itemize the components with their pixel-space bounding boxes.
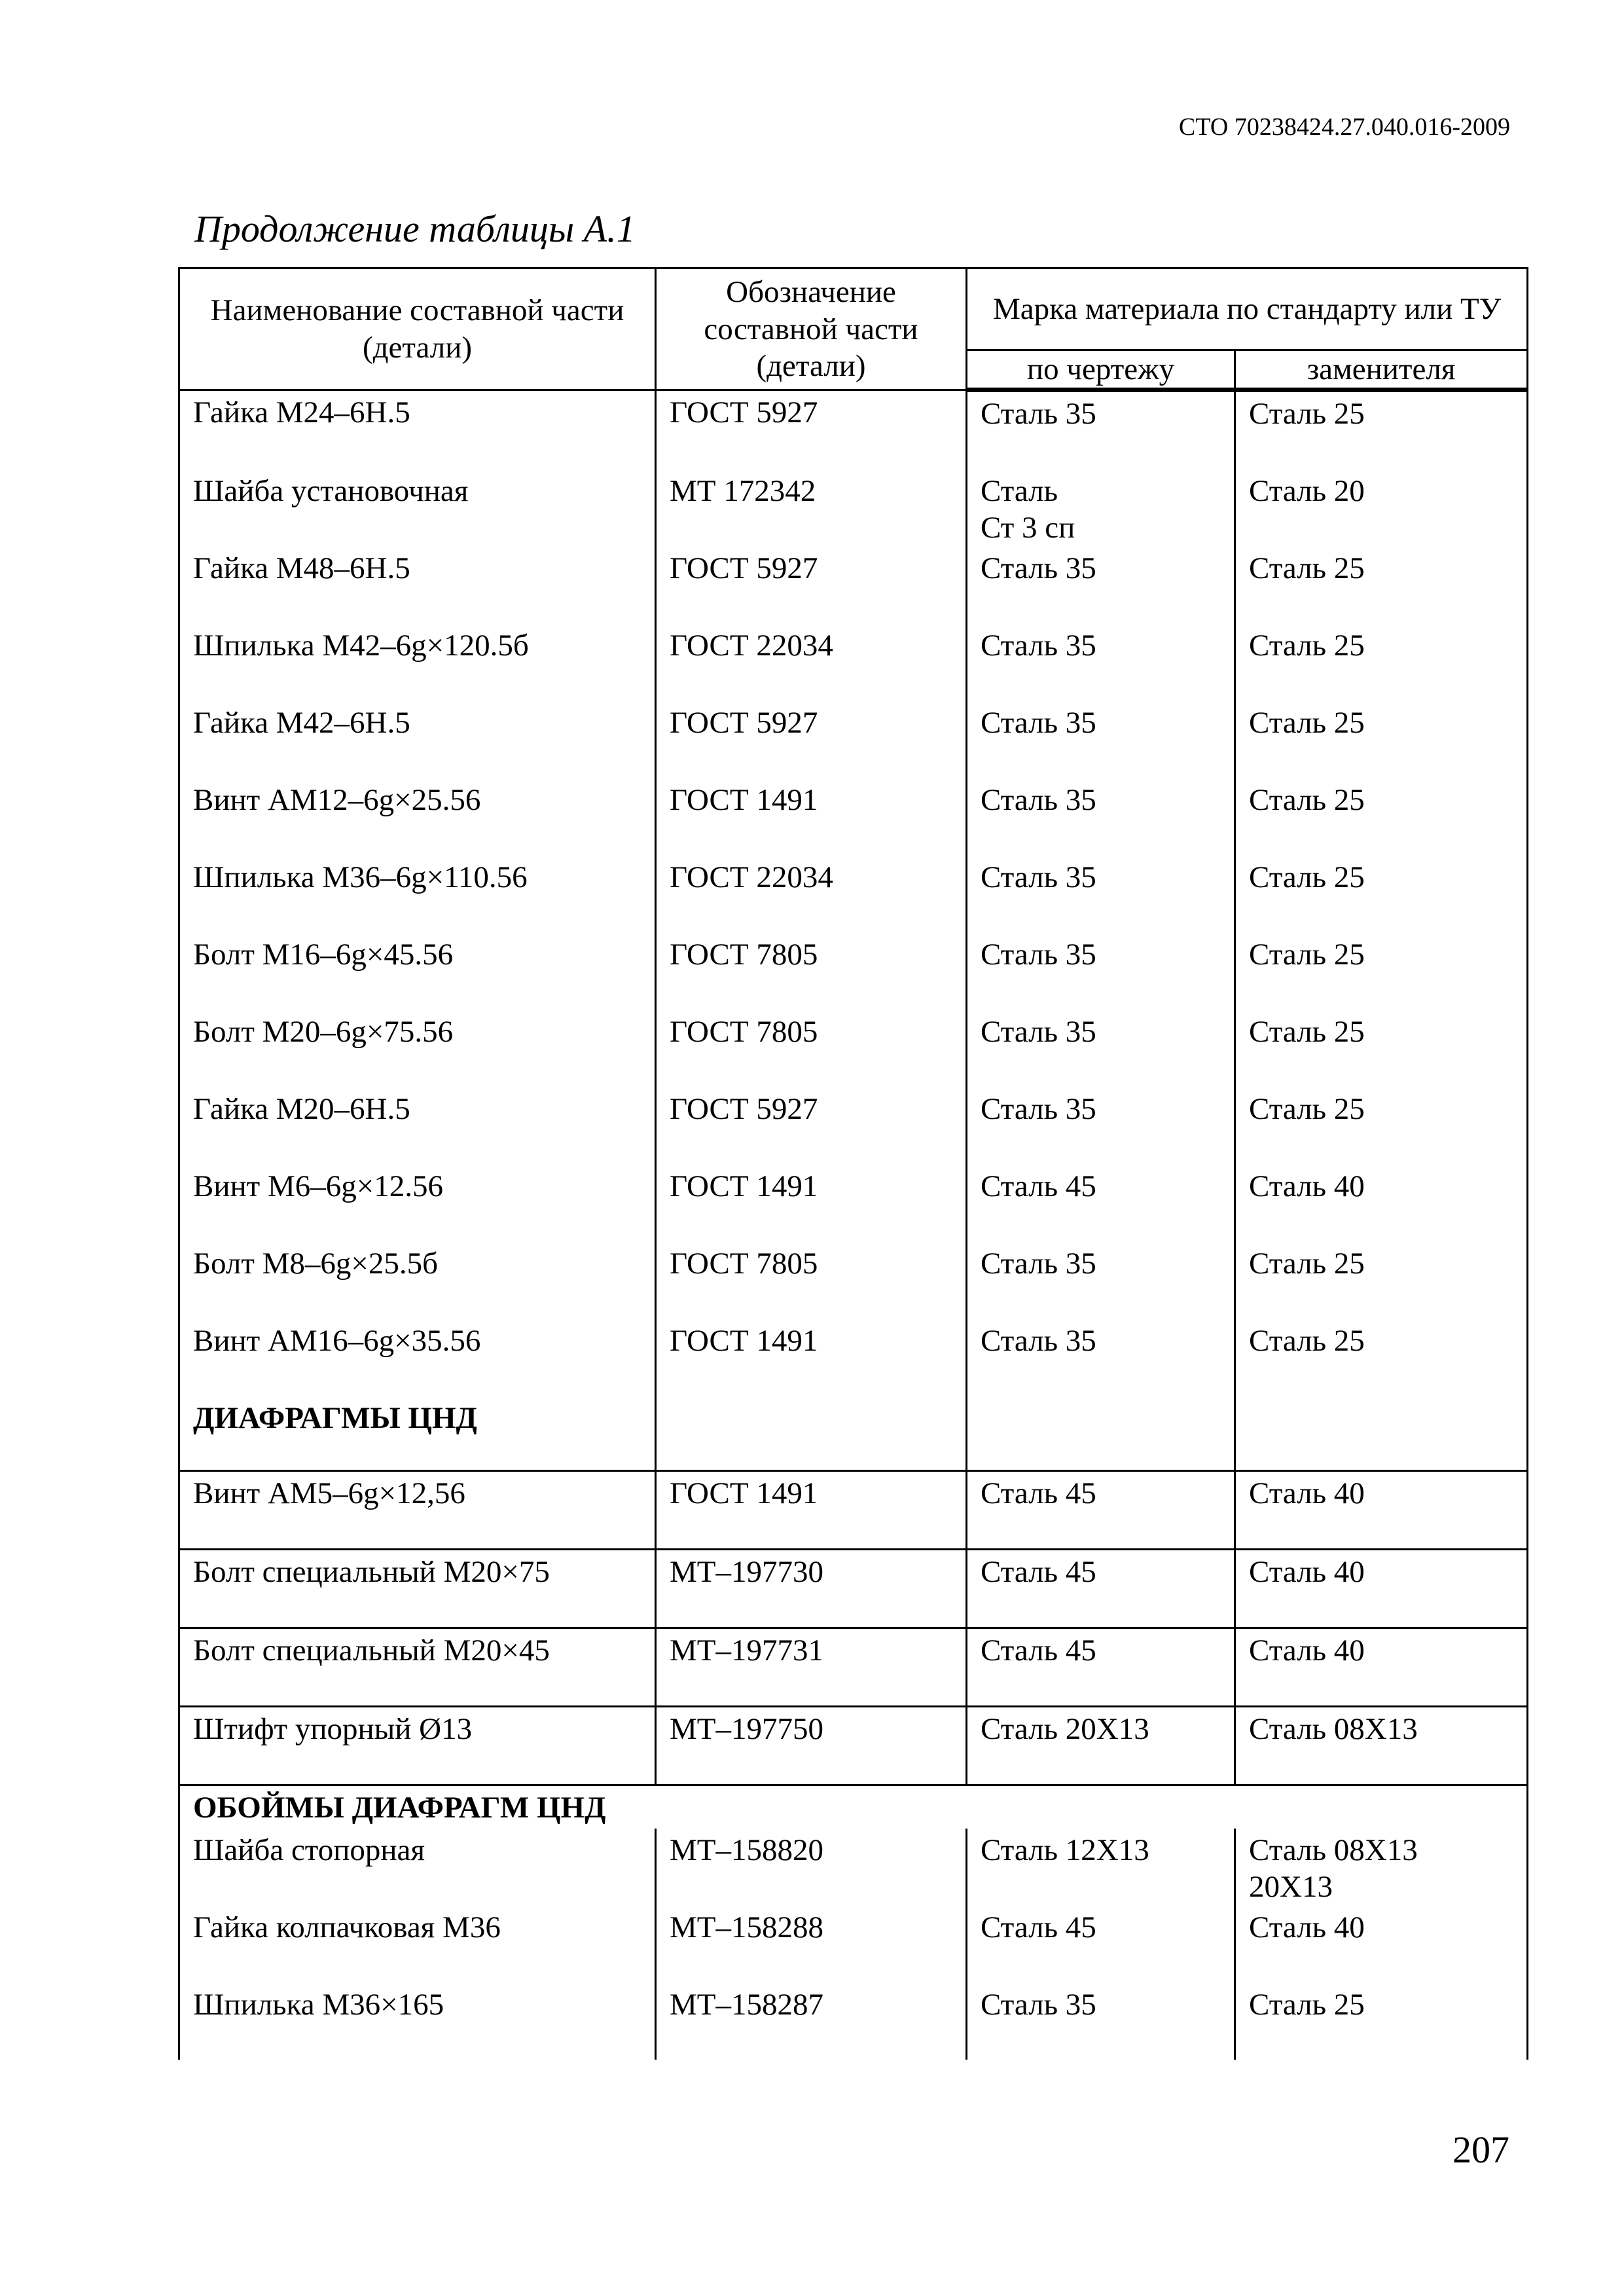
cell-name: Болт М16–6g×45.56 <box>179 933 656 1010</box>
parts-table <box>178 267 1528 2060</box>
cell-designation: ГОСТ 22034 <box>656 856 967 933</box>
header-substitute: заменителя <box>1235 350 1528 390</box>
cell-name: Винт М6–6g×12.56 <box>179 1165 656 1242</box>
table-row <box>179 701 1528 778</box>
header-designation: Обозначение составной части (детали) <box>656 268 967 390</box>
section-empty-cell <box>656 1396 967 1471</box>
table-body <box>179 390 1528 2060</box>
header-name: Наименование составной части (детали) <box>179 268 656 390</box>
cell-substitute: Сталь 25 <box>1235 701 1528 778</box>
table-row <box>179 1707 1528 1785</box>
cell-substitute: Сталь 25 <box>1235 624 1528 701</box>
cell-material: Сталь 35 <box>967 390 1235 470</box>
cell-substitute: Сталь 40 <box>1235 1471 1528 1550</box>
cell-name: Шпилька М36–6g×110.56 <box>179 856 656 933</box>
table-row <box>179 390 1528 470</box>
cell-material: Сталь 35 <box>967 1319 1235 1396</box>
table-row <box>179 1906 1528 1983</box>
cell-designation: МТ–158820 <box>656 1829 967 1906</box>
cell-substitute: Сталь 20 <box>1235 469 1528 547</box>
table-row <box>179 1087 1528 1165</box>
cell-substitute: Сталь 40 <box>1235 1165 1528 1242</box>
cell-designation: МТ–197750 <box>656 1707 967 1785</box>
table-row <box>179 1319 1528 1396</box>
cell-material: Сталь 45 <box>967 1471 1235 1550</box>
cell-designation: ГОСТ 7805 <box>656 1010 967 1087</box>
section-title: ДИАФРАГМЫ ЦНД <box>179 1396 656 1471</box>
page-number: 207 <box>1453 2128 1509 2171</box>
table-row <box>179 1550 1528 1628</box>
parts-table-container <box>178 267 1526 2060</box>
cell-designation: МТ–197730 <box>656 1550 967 1628</box>
cell-name: Винт АМ12–6g×25.56 <box>179 778 656 856</box>
table-row <box>179 1628 1528 1707</box>
cell-material: Сталь 35 <box>967 1242 1235 1319</box>
cell-name: Шайба установочная <box>179 469 656 547</box>
cell-substitute: Сталь 25 <box>1235 1319 1528 1396</box>
table-row <box>179 547 1528 624</box>
cell-substitute: Сталь 25 <box>1235 933 1528 1010</box>
cell-designation: МТ 172342 <box>656 469 967 547</box>
cell-designation: ГОСТ 22034 <box>656 624 967 701</box>
cell-name: Винт АМ5–6g×12,56 <box>179 1471 656 1550</box>
cell-designation: ГОСТ 1491 <box>656 1165 967 1242</box>
cell-designation: МТ–158287 <box>656 1983 967 2060</box>
cell-designation: ГОСТ 1491 <box>656 1319 967 1396</box>
cell-name: Болт специальный М20×75 <box>179 1550 656 1628</box>
cell-material: Сталь 35 <box>967 856 1235 933</box>
cell-name: Гайка М42–6Н.5 <box>179 701 656 778</box>
header-material: Марка материала по стандарту или ТУ <box>967 268 1528 350</box>
table-row <box>179 778 1528 856</box>
cell-substitute: Сталь 25 <box>1235 390 1528 470</box>
header-by-drawing: по чертежу <box>967 350 1235 390</box>
table-caption: Продолжение таблицы А.1 <box>194 208 636 250</box>
table-row <box>179 1165 1528 1242</box>
cell-substitute: Сталь 40 <box>1235 1628 1528 1707</box>
cell-material: Сталь 35 <box>967 547 1235 624</box>
cell-designation: ГОСТ 7805 <box>656 933 967 1010</box>
cell-name: Шайба стопорная <box>179 1829 656 1906</box>
cell-substitute: Сталь 25 <box>1235 856 1528 933</box>
cell-substitute: Сталь 25 <box>1235 1983 1528 2060</box>
cell-material: Сталь Ст 3 сп <box>967 469 1235 547</box>
cell-material: Сталь 20Х13 <box>967 1707 1235 1785</box>
cell-name: Гайка М20–6Н.5 <box>179 1087 656 1165</box>
cell-designation: ГОСТ 1491 <box>656 1471 967 1550</box>
cell-designation: ГОСТ 5927 <box>656 390 967 470</box>
cell-designation: МТ–197731 <box>656 1628 967 1707</box>
cell-material: Сталь 35 <box>967 701 1235 778</box>
section-empty-cell <box>1235 1396 1528 1471</box>
cell-name: Штифт упорный Ø13 <box>179 1707 656 1785</box>
cell-material: Сталь 45 <box>967 1165 1235 1242</box>
cell-substitute: Сталь 40 <box>1235 1906 1528 1983</box>
table-row <box>179 624 1528 701</box>
cell-name: Болт М20–6g×75.56 <box>179 1010 656 1087</box>
cell-designation: МТ–158288 <box>656 1906 967 1983</box>
table-row <box>179 856 1528 933</box>
table-row <box>179 1010 1528 1087</box>
cell-material: Сталь 12Х13 <box>967 1829 1235 1906</box>
cell-name: Винт АМ16–6g×35.56 <box>179 1319 656 1396</box>
cell-name: Гайка М24–6Н.5 <box>179 390 656 470</box>
cell-substitute: Сталь 08Х13 <box>1235 1707 1528 1785</box>
section-header-row <box>179 1785 1528 1829</box>
section-empty-cell <box>967 1396 1235 1471</box>
cell-material: Сталь 35 <box>967 1087 1235 1165</box>
cell-material: Сталь 35 <box>967 933 1235 1010</box>
cell-designation: ГОСТ 7805 <box>656 1242 967 1319</box>
cell-name: Шпилька М36×165 <box>179 1983 656 2060</box>
section-title: ОБОЙМЫ ДИАФРАГМ ЦНД <box>179 1785 656 1829</box>
table-row <box>179 1983 1528 2060</box>
cell-name: Гайка колпачковая М36 <box>179 1906 656 1983</box>
cell-material: Сталь 45 <box>967 1628 1235 1707</box>
cell-designation: ГОСТ 5927 <box>656 1087 967 1165</box>
section-empty-cell <box>967 1785 1235 1829</box>
section-empty-cell <box>1235 1785 1528 1829</box>
table-row <box>179 1471 1528 1550</box>
cell-name: Болт специальный М20×45 <box>179 1628 656 1707</box>
table-row <box>179 469 1528 547</box>
cell-name: Шпилька М42–6g×120.5б <box>179 624 656 701</box>
cell-name: Гайка М48–6Н.5 <box>179 547 656 624</box>
cell-substitute: Сталь 25 <box>1235 547 1528 624</box>
cell-substitute: Сталь 40 <box>1235 1550 1528 1628</box>
cell-designation: ГОСТ 5927 <box>656 701 967 778</box>
section-empty-cell <box>656 1785 967 1829</box>
document-code: СТО 70238424.27.040.016-2009 <box>1178 113 1510 141</box>
cell-substitute: Сталь 25 <box>1235 1087 1528 1165</box>
cell-substitute: Сталь 08Х13 20Х13 <box>1235 1829 1528 1906</box>
cell-material: Сталь 35 <box>967 1983 1235 2060</box>
cell-material: Сталь 35 <box>967 624 1235 701</box>
cell-designation: ГОСТ 5927 <box>656 547 967 624</box>
table-row <box>179 933 1528 1010</box>
cell-substitute: Сталь 25 <box>1235 778 1528 856</box>
cell-material: Сталь 35 <box>967 1010 1235 1087</box>
cell-name: Болт М8–6g×25.5б <box>179 1242 656 1319</box>
cell-designation: ГОСТ 1491 <box>656 778 967 856</box>
cell-substitute: Сталь 25 <box>1235 1010 1528 1087</box>
section-header-row <box>179 1396 1528 1471</box>
cell-substitute: Сталь 25 <box>1235 1242 1528 1319</box>
cell-material: Сталь 35 <box>967 778 1235 856</box>
cell-material: Сталь 45 <box>967 1906 1235 1983</box>
table-row <box>179 1829 1528 1906</box>
table-row <box>179 1242 1528 1319</box>
cell-material: Сталь 45 <box>967 1550 1235 1628</box>
